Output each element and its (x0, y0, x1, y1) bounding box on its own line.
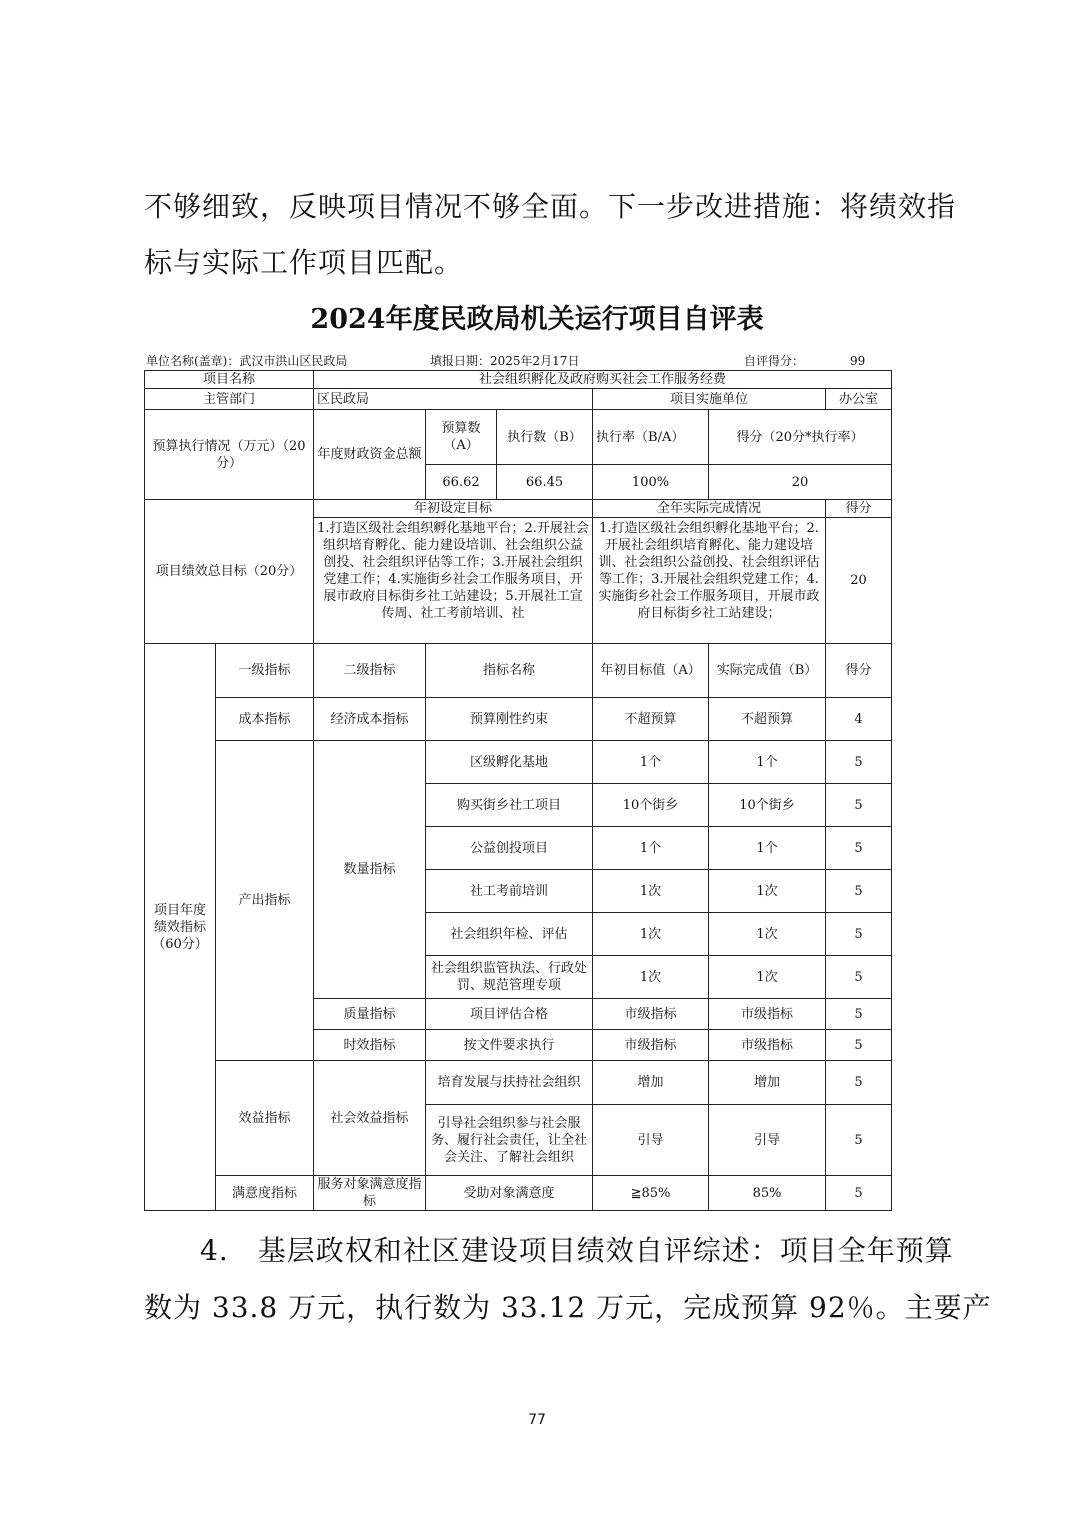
actual-value: 1次 (709, 870, 826, 913)
score-value: 5 (826, 784, 892, 827)
self-score-label: 自评得分： (744, 354, 805, 368)
indicator-name: 购买街乡社工项目 (426, 784, 593, 827)
satisfaction-level1: 满意度指标 (216, 1176, 314, 1211)
budget-score-value: 20 (709, 465, 892, 500)
indicator-name: 社工考前培训 (426, 870, 593, 913)
timeliness-name: 按文件要求执行 (426, 1030, 593, 1061)
goal-score-value: 20 (826, 518, 892, 644)
cost-target: 不超预算 (593, 698, 709, 741)
satisfaction-actual: 85% (709, 1176, 826, 1211)
goals-header-row (145, 500, 892, 518)
timeliness-target: 市级指标 (593, 1030, 709, 1061)
project-name-row (145, 371, 892, 389)
target-value: 引导 (593, 1105, 709, 1176)
indicator-header-row (145, 644, 892, 698)
project-name-value: 社会组织孵化及政府购买社会工作服务经费 (314, 371, 892, 389)
exec-b-value: 66.45 (497, 465, 593, 500)
target-value: 1次 (593, 913, 709, 956)
exec-b-label: 执行数（B） (497, 410, 593, 465)
target-value: 1次 (593, 956, 709, 999)
cost-row (145, 698, 892, 741)
level1-header: 一级指标 (216, 644, 314, 698)
quality-name: 项目评估合格 (426, 999, 593, 1030)
budget-a-value: 66.62 (426, 465, 497, 500)
budget-header-row (145, 410, 892, 465)
exec-rate-value: 100% (593, 465, 709, 500)
quality-score: 5 (826, 999, 892, 1030)
timeliness-level2: 时效指标 (314, 1030, 426, 1061)
score-value: 5 (826, 1105, 892, 1176)
indicator-name: 公益创投项目 (426, 827, 593, 870)
project-name-label: 项目名称 (145, 371, 314, 389)
initial-goal-header: 年初设定目标 (314, 500, 593, 518)
impl-unit-value: 办公室 (826, 389, 892, 410)
quantity-level2: 数量指标 (314, 741, 426, 999)
target-value: 10个街乡 (593, 784, 709, 827)
timeliness-score: 5 (826, 1030, 892, 1061)
score-value: 5 (826, 870, 892, 913)
self-score-value: 99 (850, 354, 866, 368)
target-value: 1次 (593, 870, 709, 913)
outro-line-1: 4. 基层政权和社区建设项目绩效自评综述：项目全年预算 (200, 1234, 954, 1267)
exec-rate-label: 执行率（B/A） (593, 410, 709, 465)
cost-name: 预算刚性约束 (426, 698, 593, 741)
page-number: 77 (528, 1412, 546, 1428)
outro-line-2: 数为 33.8 万元，执行数为 33.12 万元，完成预算 92％。主要产 (144, 1291, 992, 1324)
cost-level2: 经济成本指标 (314, 698, 426, 741)
score-value: 5 (826, 741, 892, 784)
unit-name: 单位名称(盖章)：武汉市洪山区民政局 (146, 354, 348, 368)
quality-level2: 质量指标 (314, 999, 426, 1030)
annual-total-label: 年度财政资金总额 (314, 410, 426, 500)
fill-date: 填报日期：2025年2月17日 (430, 354, 580, 368)
indicator-name-header: 指标名称 (426, 644, 593, 698)
indicator-name: 引导社会组织参与社会服务、履行社会责任，让全社会关注、了解社会组织 (426, 1105, 593, 1176)
dept-value: 区民政局 (314, 389, 593, 410)
quality-target: 市级指标 (593, 999, 709, 1030)
budget-label: 预算执行情况（万元）（20分） (145, 410, 314, 500)
quality-actual: 市级指标 (709, 999, 826, 1030)
satisfaction-level2: 服务对象满意度指标 (314, 1176, 426, 1211)
social-benefit-level2: 社会效益指标 (314, 1061, 426, 1176)
actual-value: 1次 (709, 913, 826, 956)
target-value: 1个 (593, 827, 709, 870)
table-row (145, 741, 892, 784)
score-value: 5 (826, 956, 892, 999)
level2-header: 二级指标 (314, 644, 426, 698)
target-header: 年初目标值（A） (593, 644, 709, 698)
satisfaction-target: ≧85% (593, 1176, 709, 1211)
info-line (146, 352, 890, 370)
actual-value: 引导 (709, 1105, 826, 1176)
actual-goal-text: 1.打造区级社会组织孵化基地平台；2.开展社会组织培育孵化、能力建设培训、社会组织公益创投、社会组织评估等工作；3.开展社会组织党建工作；4.实施街乡社会工作服务项目，开展市政府目标街乡社工站建设； (593, 518, 826, 644)
score-value: 5 (826, 827, 892, 870)
timeliness-actual: 市级指标 (709, 1030, 826, 1061)
cost-actual: 不超预算 (709, 698, 826, 741)
impl-unit-label: 项目实施单位 (593, 389, 826, 410)
score-value: 5 (826, 913, 892, 956)
score-value: 5 (826, 1061, 892, 1105)
satisfaction-row (145, 1176, 892, 1211)
benefit-row (145, 1061, 892, 1105)
indicator-name: 社会组织监管执法、行政处罚、规范管理专项 (426, 956, 593, 999)
actual-value: 1个 (709, 827, 826, 870)
goal-score-header: 得分 (826, 500, 892, 518)
satisfaction-name: 受助对象满意度 (426, 1176, 593, 1211)
indicator-section-label: 项目年度绩效指标（60分） (145, 644, 216, 1211)
satisfaction-score: 5 (826, 1176, 892, 1211)
intro-line-2: 标与实际工作项目匹配。 (144, 246, 464, 279)
actual-value: 1个 (709, 741, 826, 784)
budget-a-label: 预算数（A） (426, 410, 497, 465)
cost-level1: 成本指标 (216, 698, 314, 741)
intro-line-1: 不够细致，反映项目情况不够全面。下一步改进措施：将绩效指 (144, 190, 957, 223)
indicator-name: 社会组织年检、评估 (426, 913, 593, 956)
benefit-level1: 效益指标 (216, 1061, 314, 1176)
actual-header: 实际完成值（B） (709, 644, 826, 698)
self-evaluation-table (144, 370, 892, 1211)
target-value: 1个 (593, 741, 709, 784)
dept-row (145, 389, 892, 410)
indicator-name: 培育发展与扶持社会组织 (426, 1061, 593, 1105)
budget-score-label: 得分（20分*执行率） (709, 410, 892, 465)
dept-label: 主管部门 (145, 389, 314, 410)
initial-goal-text: 1.打造区级社会组织孵化基地平台；2.开展社会组织培育孵化、能力建设培训、社会组织公益创投、社会组织评估等工作；3.开展社会组织党建工作；4.实施街乡社会工作服务项目，开展市政府目标街乡社工站建设；5.开展社工宣传周、社工考前培训、社 (314, 518, 593, 644)
score-header: 得分 (826, 644, 892, 698)
table-title: 2024年度民政局机关运行项目自评表 (310, 304, 764, 335)
actual-value: 10个街乡 (709, 784, 826, 827)
indicator-name: 区级孵化基地 (426, 741, 593, 784)
actual-value: 增加 (709, 1061, 826, 1105)
goals-label: 项目绩效总目标（20分） (145, 500, 314, 644)
actual-value: 1次 (709, 956, 826, 999)
target-value: 增加 (593, 1061, 709, 1105)
output-level1: 产出指标 (216, 741, 314, 1061)
cost-score: 4 (826, 698, 892, 741)
actual-goal-header: 全年实际完成情况 (593, 500, 826, 518)
